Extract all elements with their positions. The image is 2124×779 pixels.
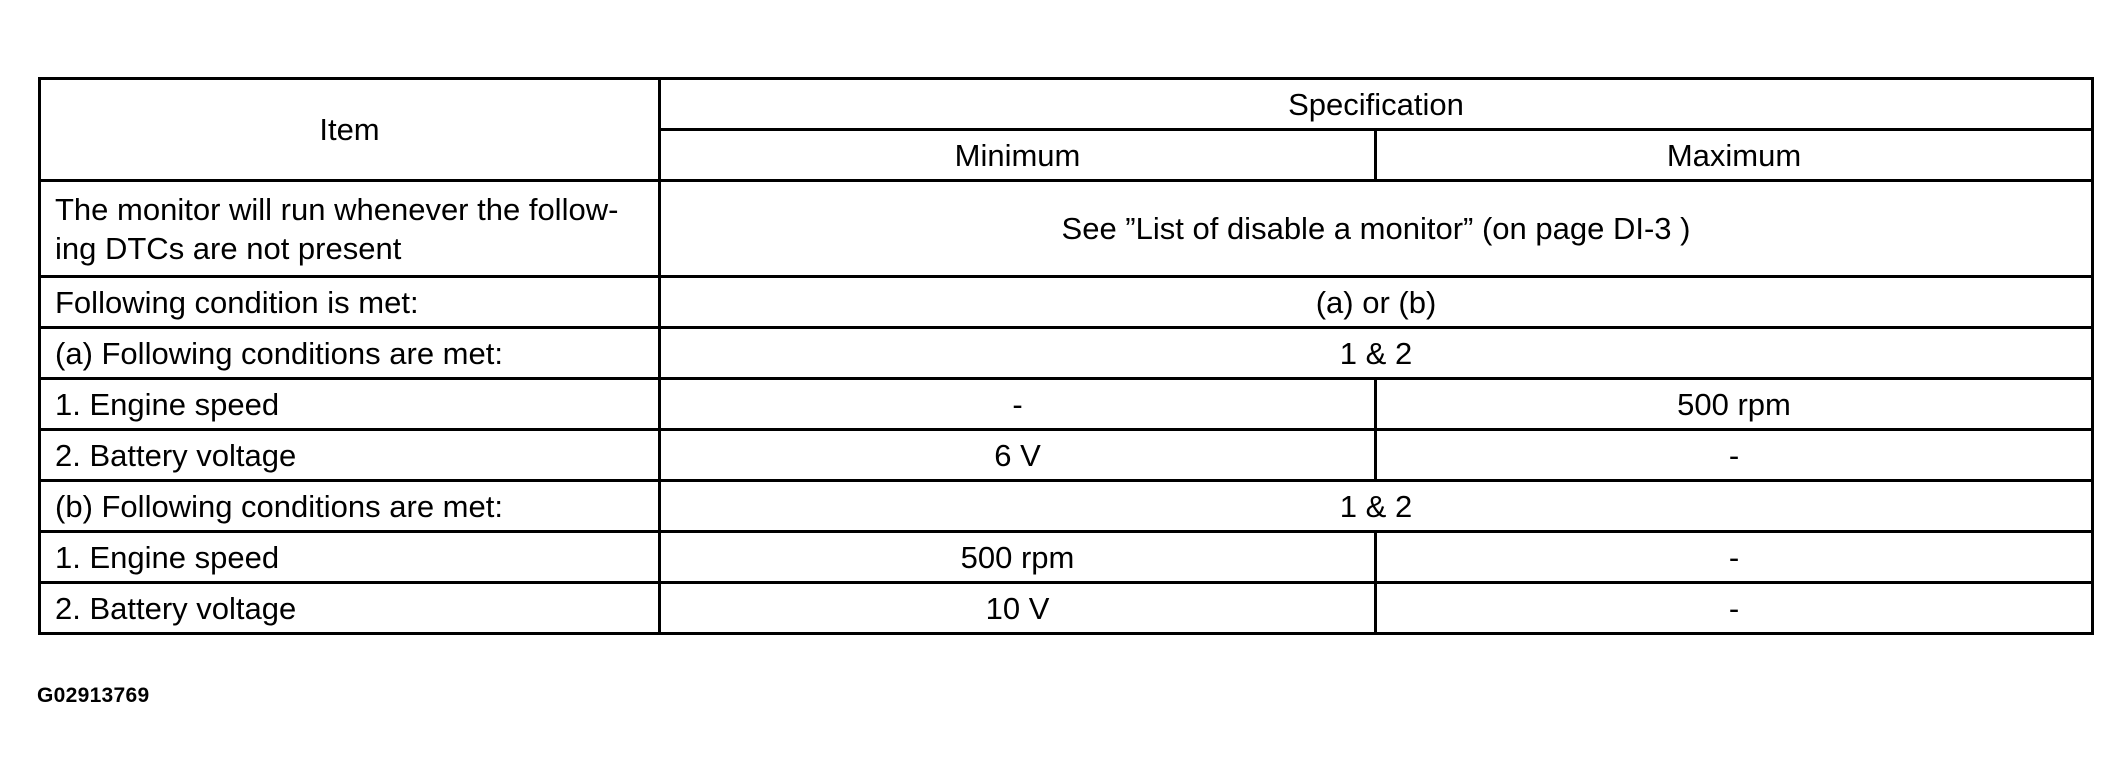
spec-span-cell: 1 & 2 xyxy=(660,481,2093,532)
item-cell: 1. Engine speed xyxy=(40,379,660,430)
table-row xyxy=(40,481,2093,532)
max-cell: - xyxy=(1376,430,2093,481)
header-specification: Specification xyxy=(660,79,2093,130)
table-row xyxy=(40,277,2093,328)
table-row xyxy=(40,181,2093,277)
spec-span-cell: (a) or (b) xyxy=(660,277,2093,328)
min-cell: 6 V xyxy=(660,430,1376,481)
item-cell: The monitor will run whenever the follow- ing DTCs are not present xyxy=(40,181,660,277)
item-cell: (a) Following conditions are met: xyxy=(40,328,660,379)
figure-id: G02913769 xyxy=(37,684,150,707)
min-cell: 10 V xyxy=(660,583,1376,634)
spec-span-cell: 1 & 2 xyxy=(660,328,2093,379)
header-item: Item xyxy=(40,79,660,181)
table-row xyxy=(40,583,2093,634)
table-row xyxy=(40,379,2093,430)
spec-span-cell: See ”List of disable a monitor” (on page DI-3 ) xyxy=(660,181,2093,277)
item-cell: 2. Battery voltage xyxy=(40,583,660,634)
table-row xyxy=(40,532,2093,583)
item-cell: 2. Battery voltage xyxy=(40,430,660,481)
min-cell: - xyxy=(660,379,1376,430)
specification-table xyxy=(38,77,2094,635)
min-cell: 500 rpm xyxy=(660,532,1376,583)
table-row xyxy=(40,430,2093,481)
item-cell: (b) Following conditions are met: xyxy=(40,481,660,532)
item-cell: Following condition is met: xyxy=(40,277,660,328)
header-maximum: Maximum xyxy=(1376,130,2093,181)
table-row xyxy=(40,328,2093,379)
item-cell: 1. Engine speed xyxy=(40,532,660,583)
max-cell: 500 rpm xyxy=(1376,379,2093,430)
max-cell: - xyxy=(1376,583,2093,634)
header-minimum: Minimum xyxy=(660,130,1376,181)
max-cell: - xyxy=(1376,532,2093,583)
